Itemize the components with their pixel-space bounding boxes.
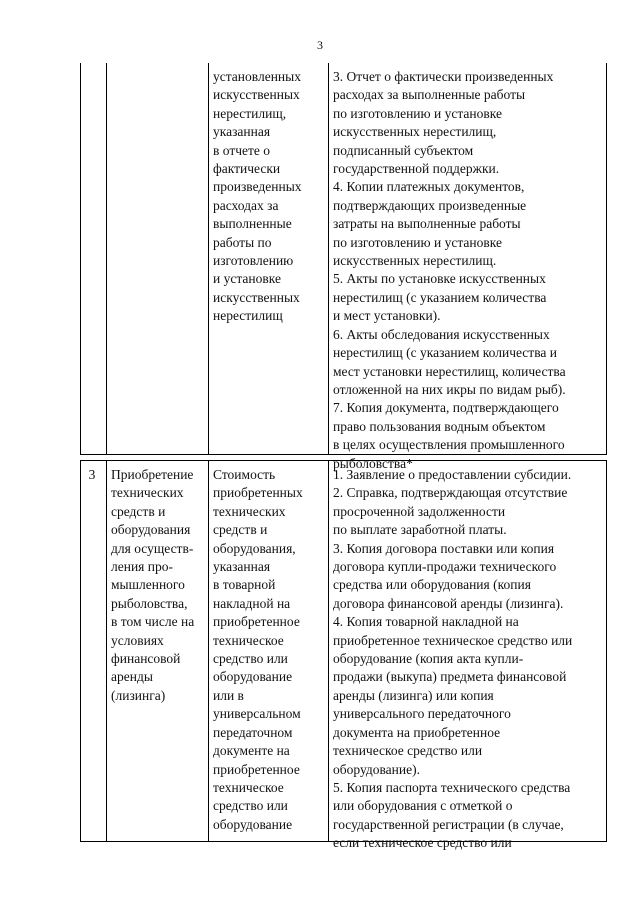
text-line: средства или оборудования (копия [333,577,531,593]
text-line: 1. Заявление о предоставлении субсидии. [333,467,572,482]
text-line: приобретенных [213,485,303,501]
text-line: подтверждающих произведенные [333,197,527,213]
text-line: изготовлению [213,253,294,269]
text-line: работы по [213,234,272,250]
text-line: нерестилищ [213,308,283,324]
text-line: в целях осуществления промышленного [333,437,565,453]
text-line: документа на приобретенное [333,724,501,740]
requirements-table [80,63,607,851]
text-line: приобретенное техническое средство или [333,632,573,648]
text-line: финансовой [111,651,181,667]
text-line: ления про- [111,559,173,575]
text-line: техническое средство или [333,743,483,759]
text-line: универсального передаточного [333,706,511,722]
text-line: мышленного [111,577,185,593]
text-line: 2. Справка, подтверждающая отсутствие [333,485,568,501]
cell-cost-basis [208,63,328,454]
text-line: (лизинга) [111,687,166,703]
text-line: средств и [111,503,166,519]
text-line: средство или [213,798,288,814]
text-line: документе на [213,743,290,759]
text-line: искусственных [213,289,300,305]
text-line: оборудование [213,816,293,832]
text-line: оборудование (копия акта купли- [333,651,524,667]
text-line: оборудования, [213,540,296,556]
text-line: искусственных [213,87,300,103]
text-line: подписанный субъектом [333,142,474,158]
text-line: рыболовства* [333,455,413,471]
text-line: установленных [213,69,301,84]
text-line: искусственных нерестилищ. [333,253,497,269]
text-line: 5. Копия паспорта технического средства [333,779,571,795]
text-line: средств и [213,522,268,538]
table-row-continued [80,63,607,471]
text-line: 4. Копия товарной накладной на [333,614,519,630]
cell-documents [328,63,607,471]
cell-number [80,461,106,841]
text-line: аренды [111,669,153,685]
text-line: оборудование). [333,761,420,777]
text-line: если техническое средство или [333,835,512,851]
text-line: нерестилищ (с указанием количества [333,289,547,305]
text-line: оборудования [111,522,191,538]
text-line: расходах за [213,197,279,213]
cell-purpose [106,63,208,454]
text-line: просроченной задолженности [333,503,506,519]
text-line: технических [213,503,286,519]
text-line: передаточном [213,724,293,740]
text-line: 6. Акты обследования искусственных [333,326,550,342]
text-line: в товарной [213,577,276,593]
text-line: мест установки нерестилищ, количества [333,363,566,379]
text-line: искусственных нерестилищ, [333,124,497,140]
table-row-3 [80,460,607,851]
cell-number [80,63,106,454]
text-line: фактически [213,161,281,177]
text-line: техническое [213,632,284,648]
text-line: и мест установки). [333,308,441,324]
text-line: или в [213,687,244,703]
text-line: указанная [213,124,271,140]
text-line: нерестилищ (с указанием количества и [333,345,557,361]
text-line: Приобретение [111,467,194,482]
text-line: приобретенное [213,614,300,630]
text-line: средство или [213,651,288,667]
text-line: произведенных [213,179,302,195]
text-line: для осуществ- [111,540,194,556]
text-line: 5. Акты по установке искусственных [333,271,546,287]
text-line: по выплате заработной платы. [333,522,507,538]
cell-purpose [106,461,208,841]
text-line: расходах за выполненные работы [333,87,526,103]
text-line: приобретенное [213,761,300,777]
row-number: 3 [88,467,96,482]
text-line: аренды (лизинга) или копия [333,687,494,703]
text-line: 4. Копии платежных документов, [333,179,525,195]
text-line: в том числе на [111,614,195,630]
text-line: универсальном [213,706,301,722]
text-line: договора финансовой аренды (лизинга). [333,595,564,611]
text-line: 3. Отчет о фактически произведенных [333,69,554,84]
text-line: или оборудования с отметкой о [333,798,513,814]
page-number: 3 [317,38,323,52]
text-line: накладной на [213,595,291,611]
text-line: затраты на выполненные работы [333,216,521,232]
text-line: условиях [111,632,164,648]
text-line: технических [111,485,184,501]
text-line: продажи (выкупа) предмета финансовой [333,669,567,685]
text-line: нерестилищ, [213,105,287,121]
text-line: право пользования водным объектом [333,418,546,434]
cell-documents [328,461,607,851]
cell-cost-basis [208,461,328,841]
text-line: отложенной на них икры по видам рыб). [333,381,566,397]
text-line: и установке [213,271,281,287]
text-line: в отчете о [213,142,271,158]
text-line: Стоимость [213,467,276,482]
text-line: оборудование [213,669,293,685]
text-line: государственной регистрации (в случае, [333,816,564,832]
text-line: указанная [213,559,271,575]
text-line: по изготовлению и установке [333,234,502,250]
text-line: техническое [213,779,284,795]
text-line: договора купли-продажи технического [333,559,557,575]
text-line: выполненные [213,216,292,232]
text-line: государственной поддержки. [333,161,500,177]
text-line: 7. Копия документа, подтверждающего [333,400,559,416]
text-line: рыболовства, [111,595,188,611]
text-line: 3. Копия договора поставки или копия [333,540,555,556]
text-line: по изготовлению и установке [333,105,502,121]
